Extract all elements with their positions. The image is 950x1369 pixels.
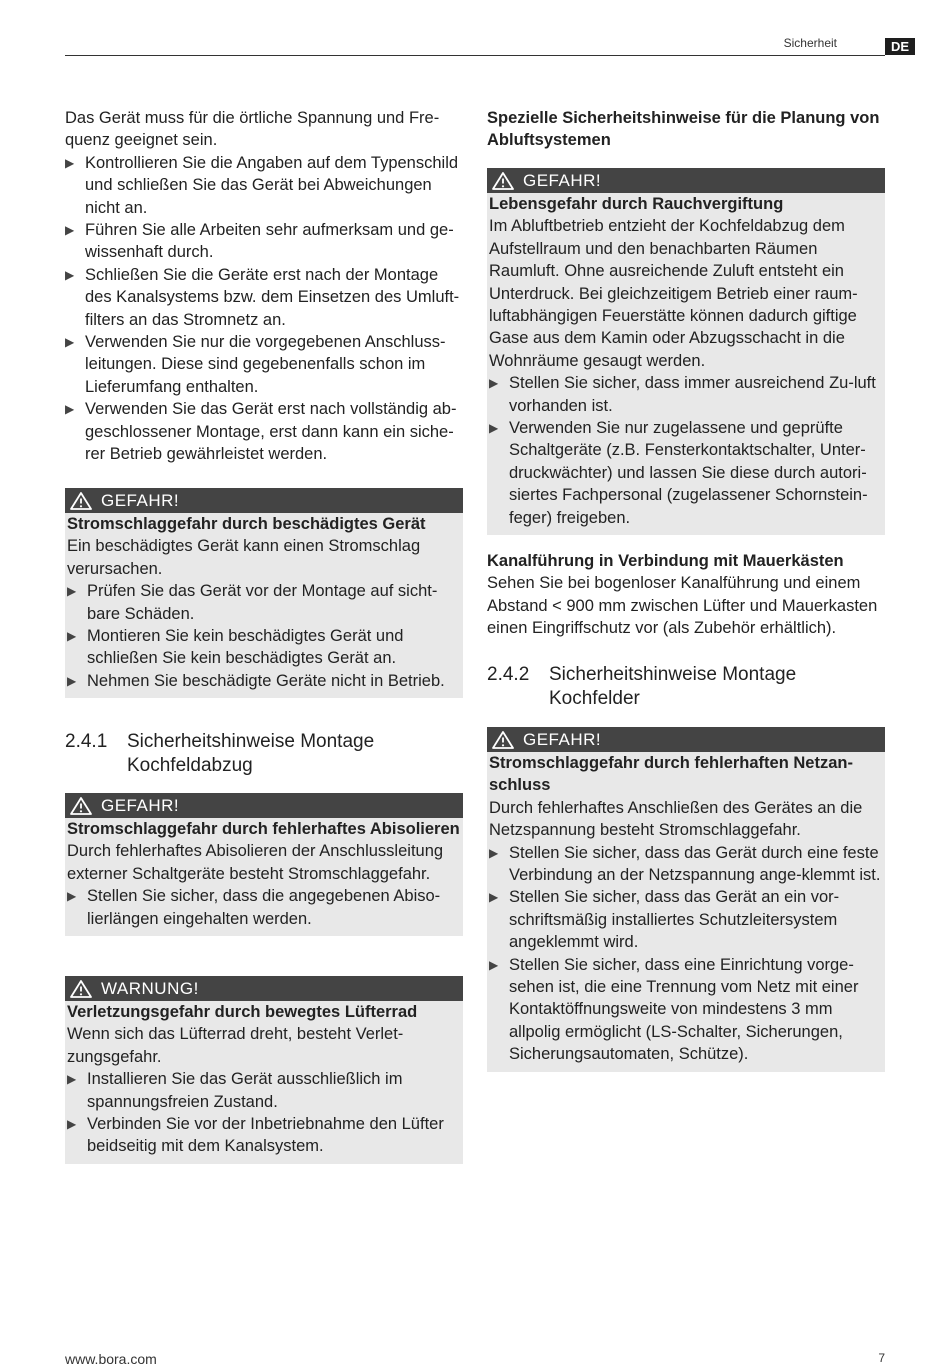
warning-header bbox=[65, 488, 463, 513]
list-item: ▶ Kontrollieren Sie die Angaben auf dem Typenschild und schließen Sie das Gerät bei Abweichungen nicht an. bbox=[65, 152, 463, 219]
list-item: ▶ Prüfen Sie das Gerät vor der Montage auf sicht-bare Schäden. bbox=[67, 580, 461, 625]
list-item: ▶ Stellen Sie sicher, dass das Gerät durch eine feste Verbindung an der Netzspannung ange-klemmt ist. bbox=[489, 842, 883, 887]
left-column bbox=[65, 107, 463, 466]
warning-bullet-list bbox=[67, 1068, 461, 1158]
page-number: 7 bbox=[878, 1351, 885, 1365]
warning-triangle-icon bbox=[69, 491, 93, 511]
list-item: ▶ Stellen Sie sicher, dass eine Einrichtung vorge-sehen ist, die eine Trennung vom Netz mit einer Kontaktöffnungsweite von mindestens 3 mm allpolig ermöglicht (LS-Schalter, Sicherungen, Sicherungsautomaten, Schütze). bbox=[489, 954, 883, 1066]
warning-text: Wenn sich das Lüfterrad dreht, besteht Verlet-zungsgefahr. bbox=[67, 1025, 404, 1066]
list-item: ▶ Verwenden Sie das Gerät erst nach vollständig ab-geschlossener Montage, erst dann kann ein siche-rer Betrieb gewährleistet werden. bbox=[65, 398, 463, 465]
language-badge: DE bbox=[885, 38, 915, 55]
warning-label: WARNUNG! bbox=[101, 979, 199, 998]
warning-triangle-icon bbox=[69, 796, 93, 816]
header-rule bbox=[65, 55, 885, 56]
list-item: ▶ Stellen Sie sicher, dass das Gerät an ein vor-schriftsmäßig installiertes Schutzleitersystem angeklemmt wird. bbox=[489, 886, 883, 953]
wall-box-section bbox=[487, 550, 885, 640]
warning-triangle-icon bbox=[491, 730, 515, 750]
warning-box-smoke-poisoning bbox=[487, 168, 885, 535]
heading-2-4-1 bbox=[65, 730, 463, 778]
warning-box-mains-connection bbox=[487, 727, 885, 1072]
warning-text: Ein beschädigtes Gerät kann einen Stromschlag verursachen. bbox=[67, 537, 421, 578]
footer-url[interactable]: www.bora.com bbox=[65, 1351, 157, 1367]
warning-label: GEFAHR! bbox=[523, 171, 602, 190]
warning-bullet-list bbox=[67, 885, 461, 930]
heading-text: Sicherheitshinweise Montage Kochfeldabzug bbox=[127, 731, 375, 776]
warning-text: Durch fehlerhaftes Anschließen des Gerätes an die Netzspannung besteht Stromschlaggefahr. bbox=[489, 798, 863, 840]
warning-header bbox=[487, 727, 885, 752]
intro-bullet-list bbox=[65, 152, 463, 466]
warning-header bbox=[65, 793, 463, 818]
list-item: ▶ Verwenden Sie nur die vorgegebenen Anschluss-leitungen. Diese sind gegebenenfalls schon im Lieferumfang enthalten. bbox=[65, 331, 463, 398]
subheading-wall-box: Kanalführung in Verbindung mit Mauerkästen bbox=[487, 552, 844, 570]
warning-label: GEFAHR! bbox=[523, 730, 602, 749]
warning-text: Durch fehlerhaftes Abisolieren der Anschlussleitung externer Schaltgeräte besteht Stromschlaggefahr. bbox=[67, 842, 444, 883]
warning-header bbox=[65, 976, 463, 1001]
warning-label: GEFAHR! bbox=[101, 796, 180, 815]
heading-2-4-2 bbox=[487, 663, 885, 711]
warning-box-damaged-device bbox=[65, 488, 463, 698]
list-item: ▶ Installieren Sie das Gerät ausschließlich im spannungsfreien Zustand. bbox=[67, 1068, 461, 1113]
warning-triangle-icon bbox=[69, 979, 93, 999]
warning-bullet-list bbox=[489, 372, 883, 529]
list-item: ▶ Verwenden Sie nur zugelassene und geprüfte Schaltgeräte (z.B. Fensterkontaktschalter, Unter-druckwächter) und lassen Sie diese durch autori-siertes Fachpersonal (zugelassener Schornstein-feger) freigeben. bbox=[489, 417, 883, 529]
intro-paragraph: Das Gerät muss für die örtliche Spannung und Fre-quenz geeignet sein. bbox=[65, 109, 440, 150]
list-item: ▶ Verbinden Sie vor der Inbetriebnahme den Lüfter beidseitig mit dem Kanalsystem. bbox=[67, 1113, 461, 1158]
warning-triangle-icon bbox=[491, 171, 515, 191]
wall-box-paragraph: Sehen Sie bei bogenloser Kanalführung und einem Abstand < 900 mm zwischen Lüfter und Mauerkasten einen Eingriffschutz vor (als Zubehör erhältlich). bbox=[487, 574, 878, 638]
list-item: ▶ Montieren Sie kein beschädigtes Gerät und schließen Sie kein beschädigtes Gerät an. bbox=[67, 625, 461, 670]
warning-box-stripping bbox=[65, 793, 463, 936]
list-item: ▶ Stellen Sie sicher, dass immer ausreichend Zu-luft vorhanden ist. bbox=[489, 372, 883, 417]
heading-text: Sicherheitshinweise Montage Kochfelder bbox=[549, 664, 797, 709]
list-item: ▶ Schließen Sie die Geräte erst nach der Montage des Kanalsystems bzw. dem Einsetzen des Umluft-filters an das Stromnetz an. bbox=[65, 264, 463, 331]
heading-number: 2.4.1 bbox=[65, 731, 108, 752]
warning-title: Lebensgefahr durch Rauchvergiftung bbox=[489, 195, 784, 213]
warning-title: Verletzungsgefahr durch bewegtes Lüfterrad bbox=[67, 1003, 418, 1021]
heading-number: 2.4.2 bbox=[487, 664, 530, 685]
warning-header bbox=[487, 168, 885, 193]
warning-text: Im Abluftbetrieb entzieht der Kochfeldabzug dem Aufstellraum und den benachbarten Räumen Raumluft. Ohne ausreichende Zuluft entsteht ein Unterdruck. Bei gleichzeitigem Betrieb einer raum-luftabhängigen Feuerstätte können dadurch giftige Gase aus dem Kamin oder Abzugsschacht in die Wohnräume gesaugt werden. bbox=[489, 217, 858, 370]
list-item: ▶ Stellen Sie sicher, dass die angegebenen Abiso-lierlängen eingehalten werden. bbox=[67, 885, 461, 930]
warning-title: Stromschlaggefahr durch beschädigtes Gerät bbox=[67, 515, 426, 533]
warning-bullet-list bbox=[67, 580, 461, 692]
section-label: Sicherheit bbox=[783, 36, 837, 50]
warning-title: Stromschlaggefahr durch fehlerhaften Netzan-schluss bbox=[489, 754, 853, 795]
list-item: ▶ Führen Sie alle Arbeiten sehr aufmerksam und ge-wissenhaft durch. bbox=[65, 219, 463, 264]
warning-bullet-list bbox=[489, 842, 883, 1066]
list-item: ▶ Nehmen Sie beschädigte Geräte nicht in Betrieb. bbox=[67, 670, 461, 692]
subheading-exhaust-planning: Spezielle Sicherheitshinweise für die Planung von Abluftsystemen bbox=[487, 109, 880, 150]
warning-box-fan bbox=[65, 976, 463, 1164]
warning-label: GEFAHR! bbox=[101, 491, 180, 510]
warning-title: Stromschlaggefahr durch fehlerhaftes Abisolieren bbox=[67, 820, 460, 838]
